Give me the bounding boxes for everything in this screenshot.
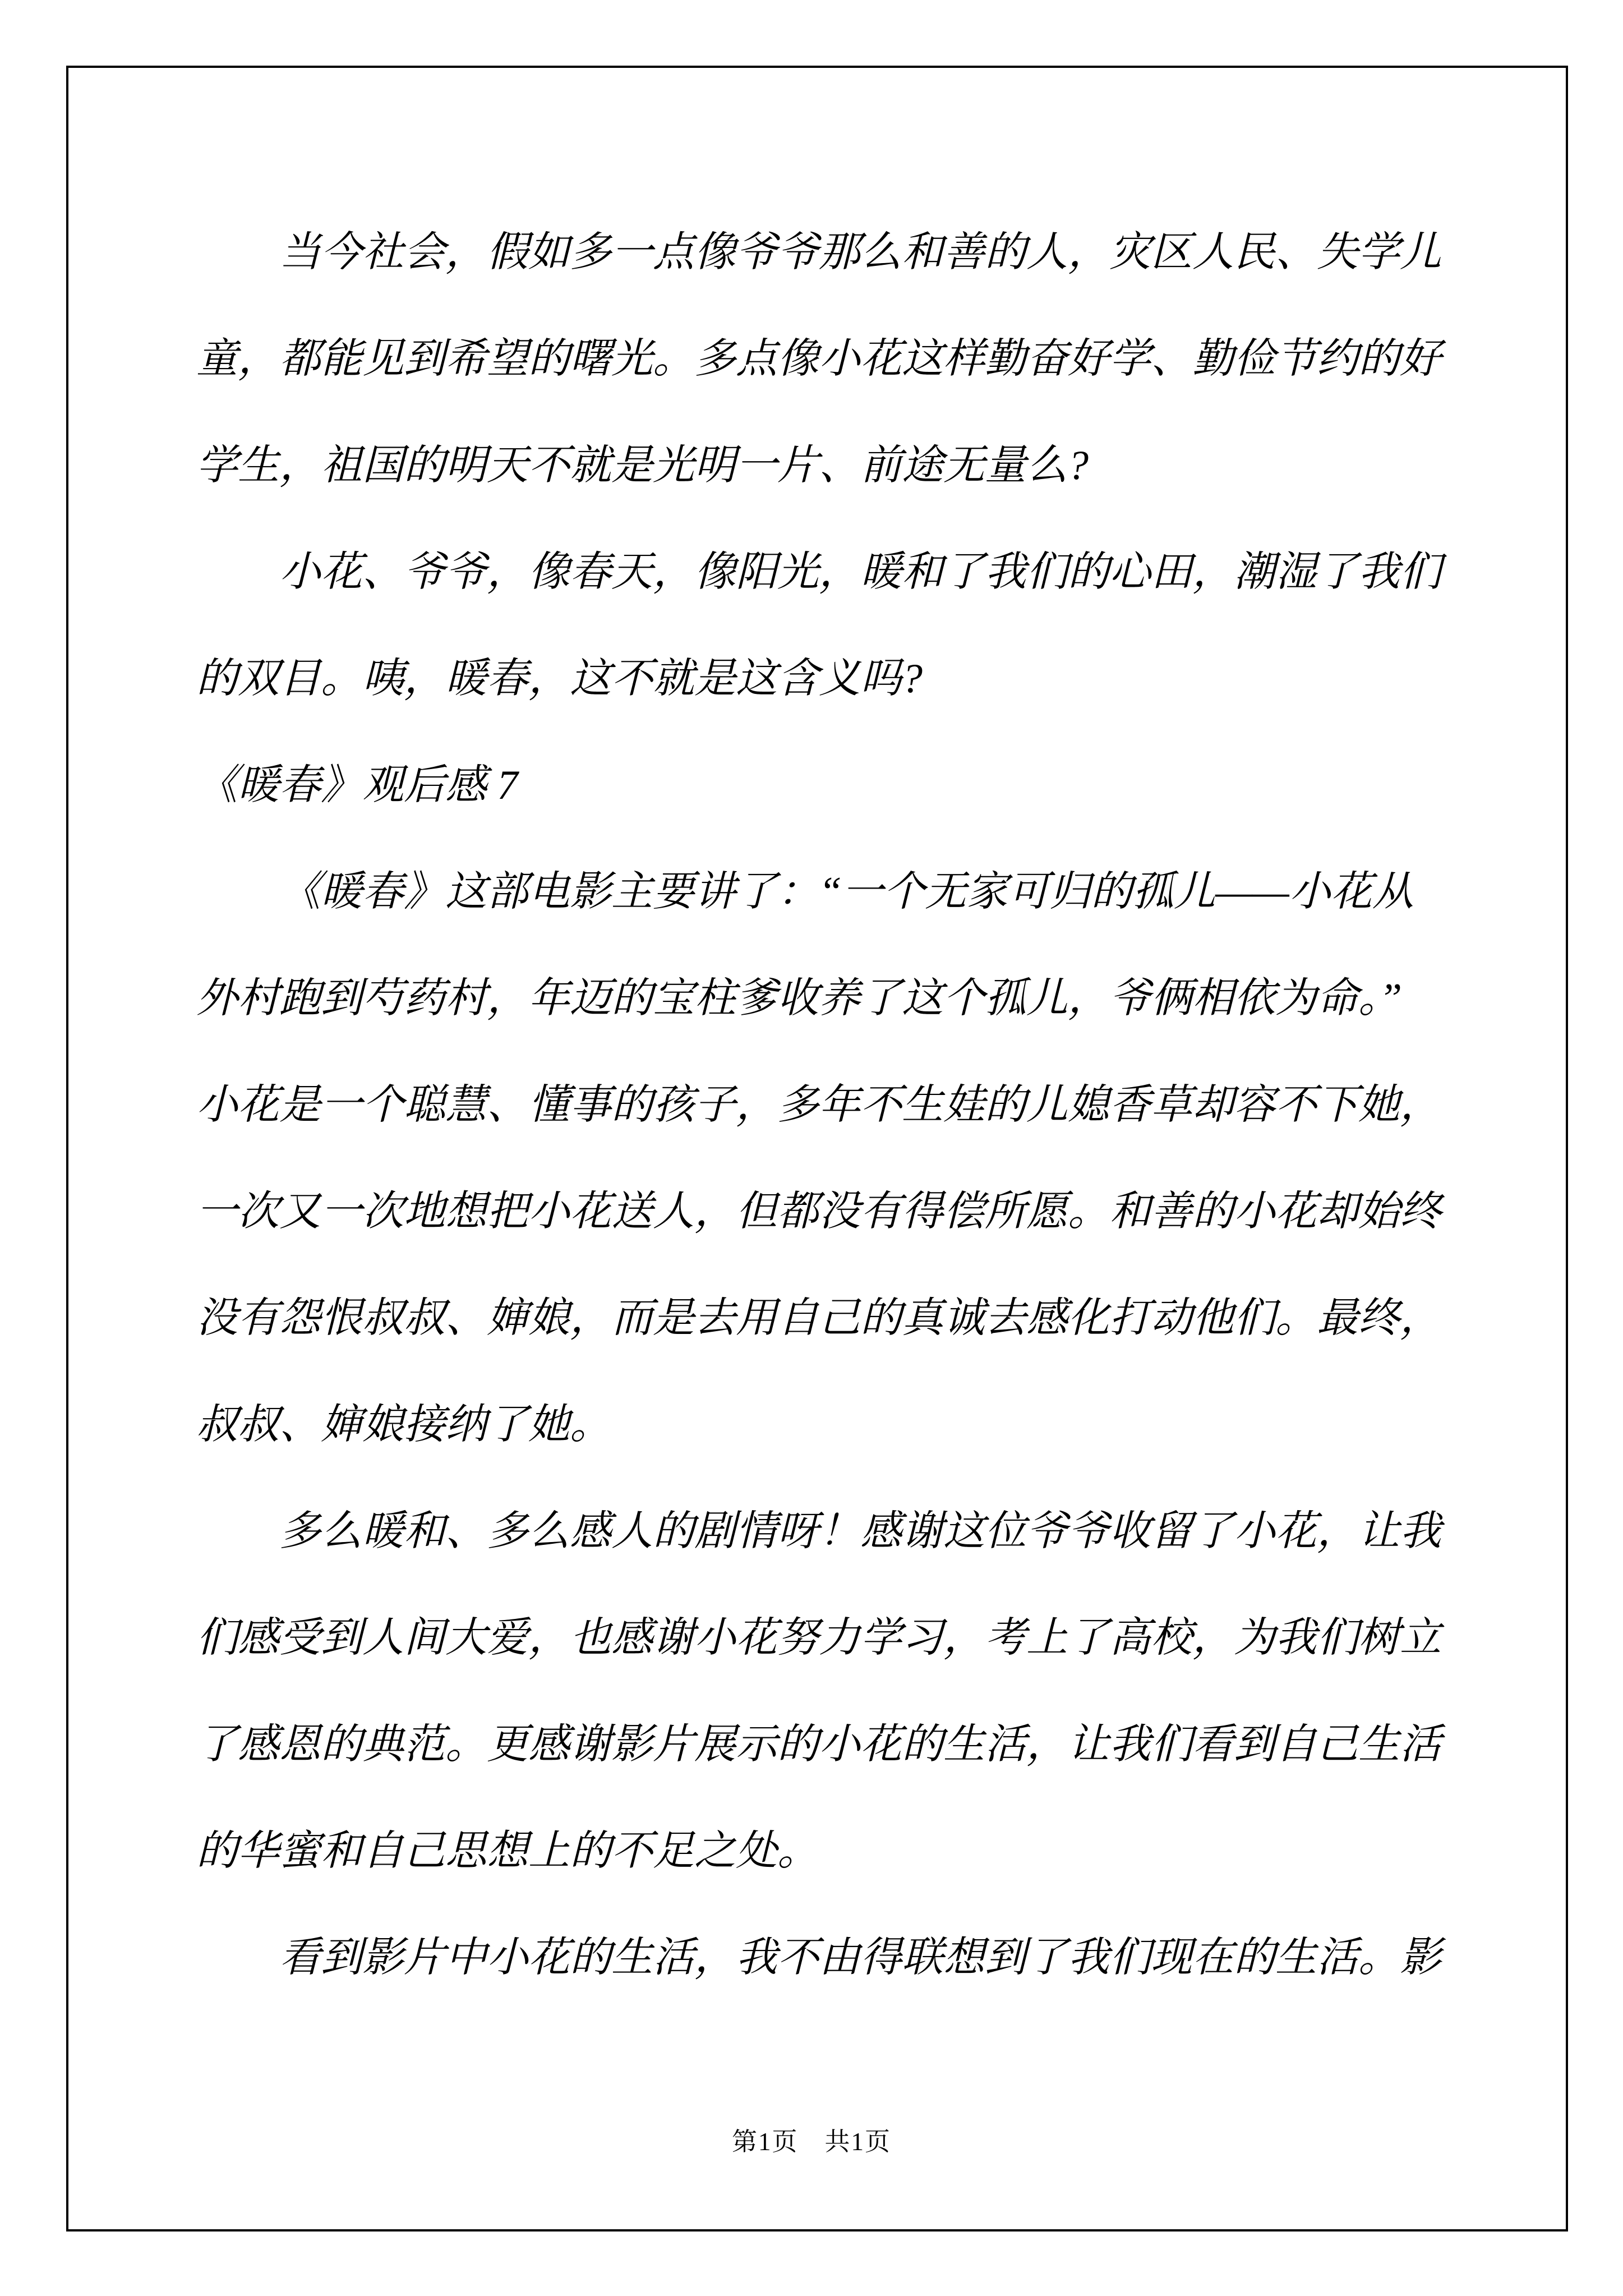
document-body xyxy=(196,199,1464,2011)
text-line: 的华蜜和自己思想上的不足之处。 xyxy=(196,1828,819,1874)
text-line: 小花是一个聪慧、懂事的孩子，多年不生娃的儿媳香草却容不下她， xyxy=(196,1082,1441,1128)
section-heading: 《暖春》观后感 7 xyxy=(196,762,518,808)
text-line: 一次又一次地想把小花送人，但都没有得偿所愿。和善的小花却始终 xyxy=(196,1189,1441,1235)
text-line: 的双目。咦，暖春，这不就是这含义吗? xyxy=(196,656,923,702)
text-line: 们感受到人间大爱，也感谢小花努力学习，考上了高校，为我们树立 xyxy=(196,1615,1441,1661)
text-line: 了感恩的典范。更感谢影片展示的小花的生活，让我们看到自己生活 xyxy=(196,1722,1441,1768)
text-line: 童，都能见到希望的曙光。多点像小花这样勤奋好学、勤俭节约的好 xyxy=(196,336,1441,382)
page-number-footer: 第1页 共1页 xyxy=(731,2128,891,2156)
text-line: 多么暖和、多么感人的剧情呀！感谢这位爷爷收留了小花，让我 xyxy=(279,1508,1441,1554)
text-line: 没有怨恨叔叔、婶娘，而是去用自己的真诚去感化打动他们。最终， xyxy=(196,1295,1441,1341)
text-line: 外村跑到芍药村，年迈的宝柱爹收养了这个孤儿，爷俩相依为命。” xyxy=(196,976,1403,1022)
text-line: 叔叔、婶娘接纳了她。 xyxy=(196,1402,611,1448)
text-line: 《暖春》这部电影主要讲了：“一个无家可归的孤儿——小花从 xyxy=(279,869,1414,915)
text-line: 看到影片中小花的生活，我不由得联想到了我们现在的生活。影 xyxy=(279,1935,1441,1981)
text-line: 小花、爷爷，像春天，像阳光，暖和了我们的心田，潮湿了我们 xyxy=(279,549,1441,595)
text-line: 学生，祖国的明天不就是光明一片、前途无量么? xyxy=(196,443,1089,489)
text-line: 当今社会，假如多一点像爷爷那么和善的人，灾区人民、失学儿 xyxy=(279,229,1441,275)
